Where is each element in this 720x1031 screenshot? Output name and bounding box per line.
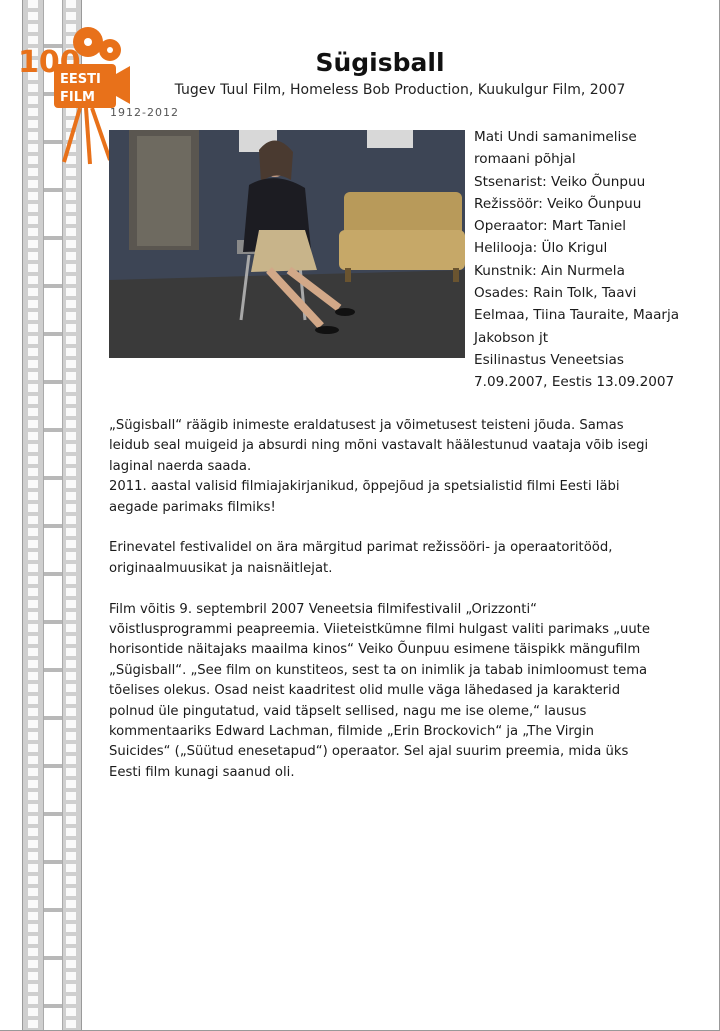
film-still-photo (109, 130, 465, 358)
paragraph-gap (109, 579, 699, 599)
credit-line: Esilinastus Veneetsias (474, 351, 624, 368)
credit-line: Helilooja: Ülo Krigul (474, 240, 608, 257)
description-line: Eesti film kunagi saanud oli. (109, 764, 295, 780)
film-description (109, 416, 699, 783)
credit-line: 7.09.2007, Eestis 13.09.2007 (474, 374, 675, 391)
film-title: Sügisball (315, 48, 445, 77)
description-line: „Sügisball“ räägib inimeste eraldatusest ja võimetusest teisteni jõuda. Samas (109, 418, 624, 433)
description-line: 2011. aastal valisid filmiajakirjanikud, õppejõud ja spetsialistid filmi Eesti läbi (109, 479, 620, 495)
svg-text:100: 100 (18, 45, 81, 80)
description-line: Film võitis 9. septembril 2007 Veneetsia filmifestivalil „Orizzonti“ (109, 601, 537, 617)
credit-line: Kunstnik: Ain Nurmela (474, 262, 625, 279)
svg-text:FILM: FILM (60, 90, 95, 105)
film-studios: Tugev Tuul Film, Homeless Bob Production, Kuukulgur Film, 2007 (174, 82, 626, 98)
description-line: kommentaariks Edward Lachman, filmide „Erin Brockovich“ ja „The Virgin (109, 724, 594, 740)
credit-line: Režissöör: Veiko Õunpuu (474, 195, 642, 212)
credit-line: Eelmaa, Tiina Tauraite, Maarja (474, 307, 680, 324)
logo-years: 1912-2012 (110, 106, 179, 119)
credit-line: Stsenarist: Veiko Õunpuu (474, 173, 646, 190)
description-line: originaalmuusikat ja naisnäitlejat. (109, 560, 333, 576)
description-line: leidub seal muigeid ja absurdi ning mõni vastavalt häälestunud vaataja võib isegi (109, 438, 649, 454)
credit-line: Jakobson jt (474, 329, 549, 346)
description-line: tõelises olekus. Osad neist kaadritest olid mulle väga lähedased ja karakterid (109, 683, 621, 699)
description-line: võistlusprogrammi peapreemia. Viieteistkümne filmi hulgast valiti parimaks „uute (109, 622, 650, 638)
svg-text:EESTI: EESTI (60, 72, 101, 87)
credit-line: Mati Undi samanimelise (474, 129, 637, 145)
description-line: aegade parimaks filmiks! (109, 499, 276, 515)
description-line: Erinevatel festivalidel on ära märgitud parimat režissööri- ja operaatoritööd, (109, 540, 613, 556)
description-line: laginal naerda saada. (109, 458, 252, 474)
credit-line: Osades: Rain Tolk, Taavi (474, 285, 637, 302)
description-line: Suicides“ („Süütud enesetapud“) operaator. Sel ajal suurim preemia, mida üks (109, 744, 629, 760)
paragraph-gap (109, 518, 699, 538)
credit-line: Operaator: Mart Taniel (474, 218, 627, 235)
description-line: horisontide näitajaks maailma kinos“ Veiko Õunpuu esimene täispikk mängufilm (109, 642, 641, 658)
description-line: polnud üle pingutatud, vaid täpselt sellised, nagu me ise oleme,“ lausus (109, 703, 587, 719)
description-line: „Sügisball“. „See film on kunstiteos, sest ta on inimlik ja tabab inimloomust tema (109, 662, 648, 678)
credit-line: romaani põhjal (474, 151, 576, 168)
film-credits (474, 126, 710, 394)
